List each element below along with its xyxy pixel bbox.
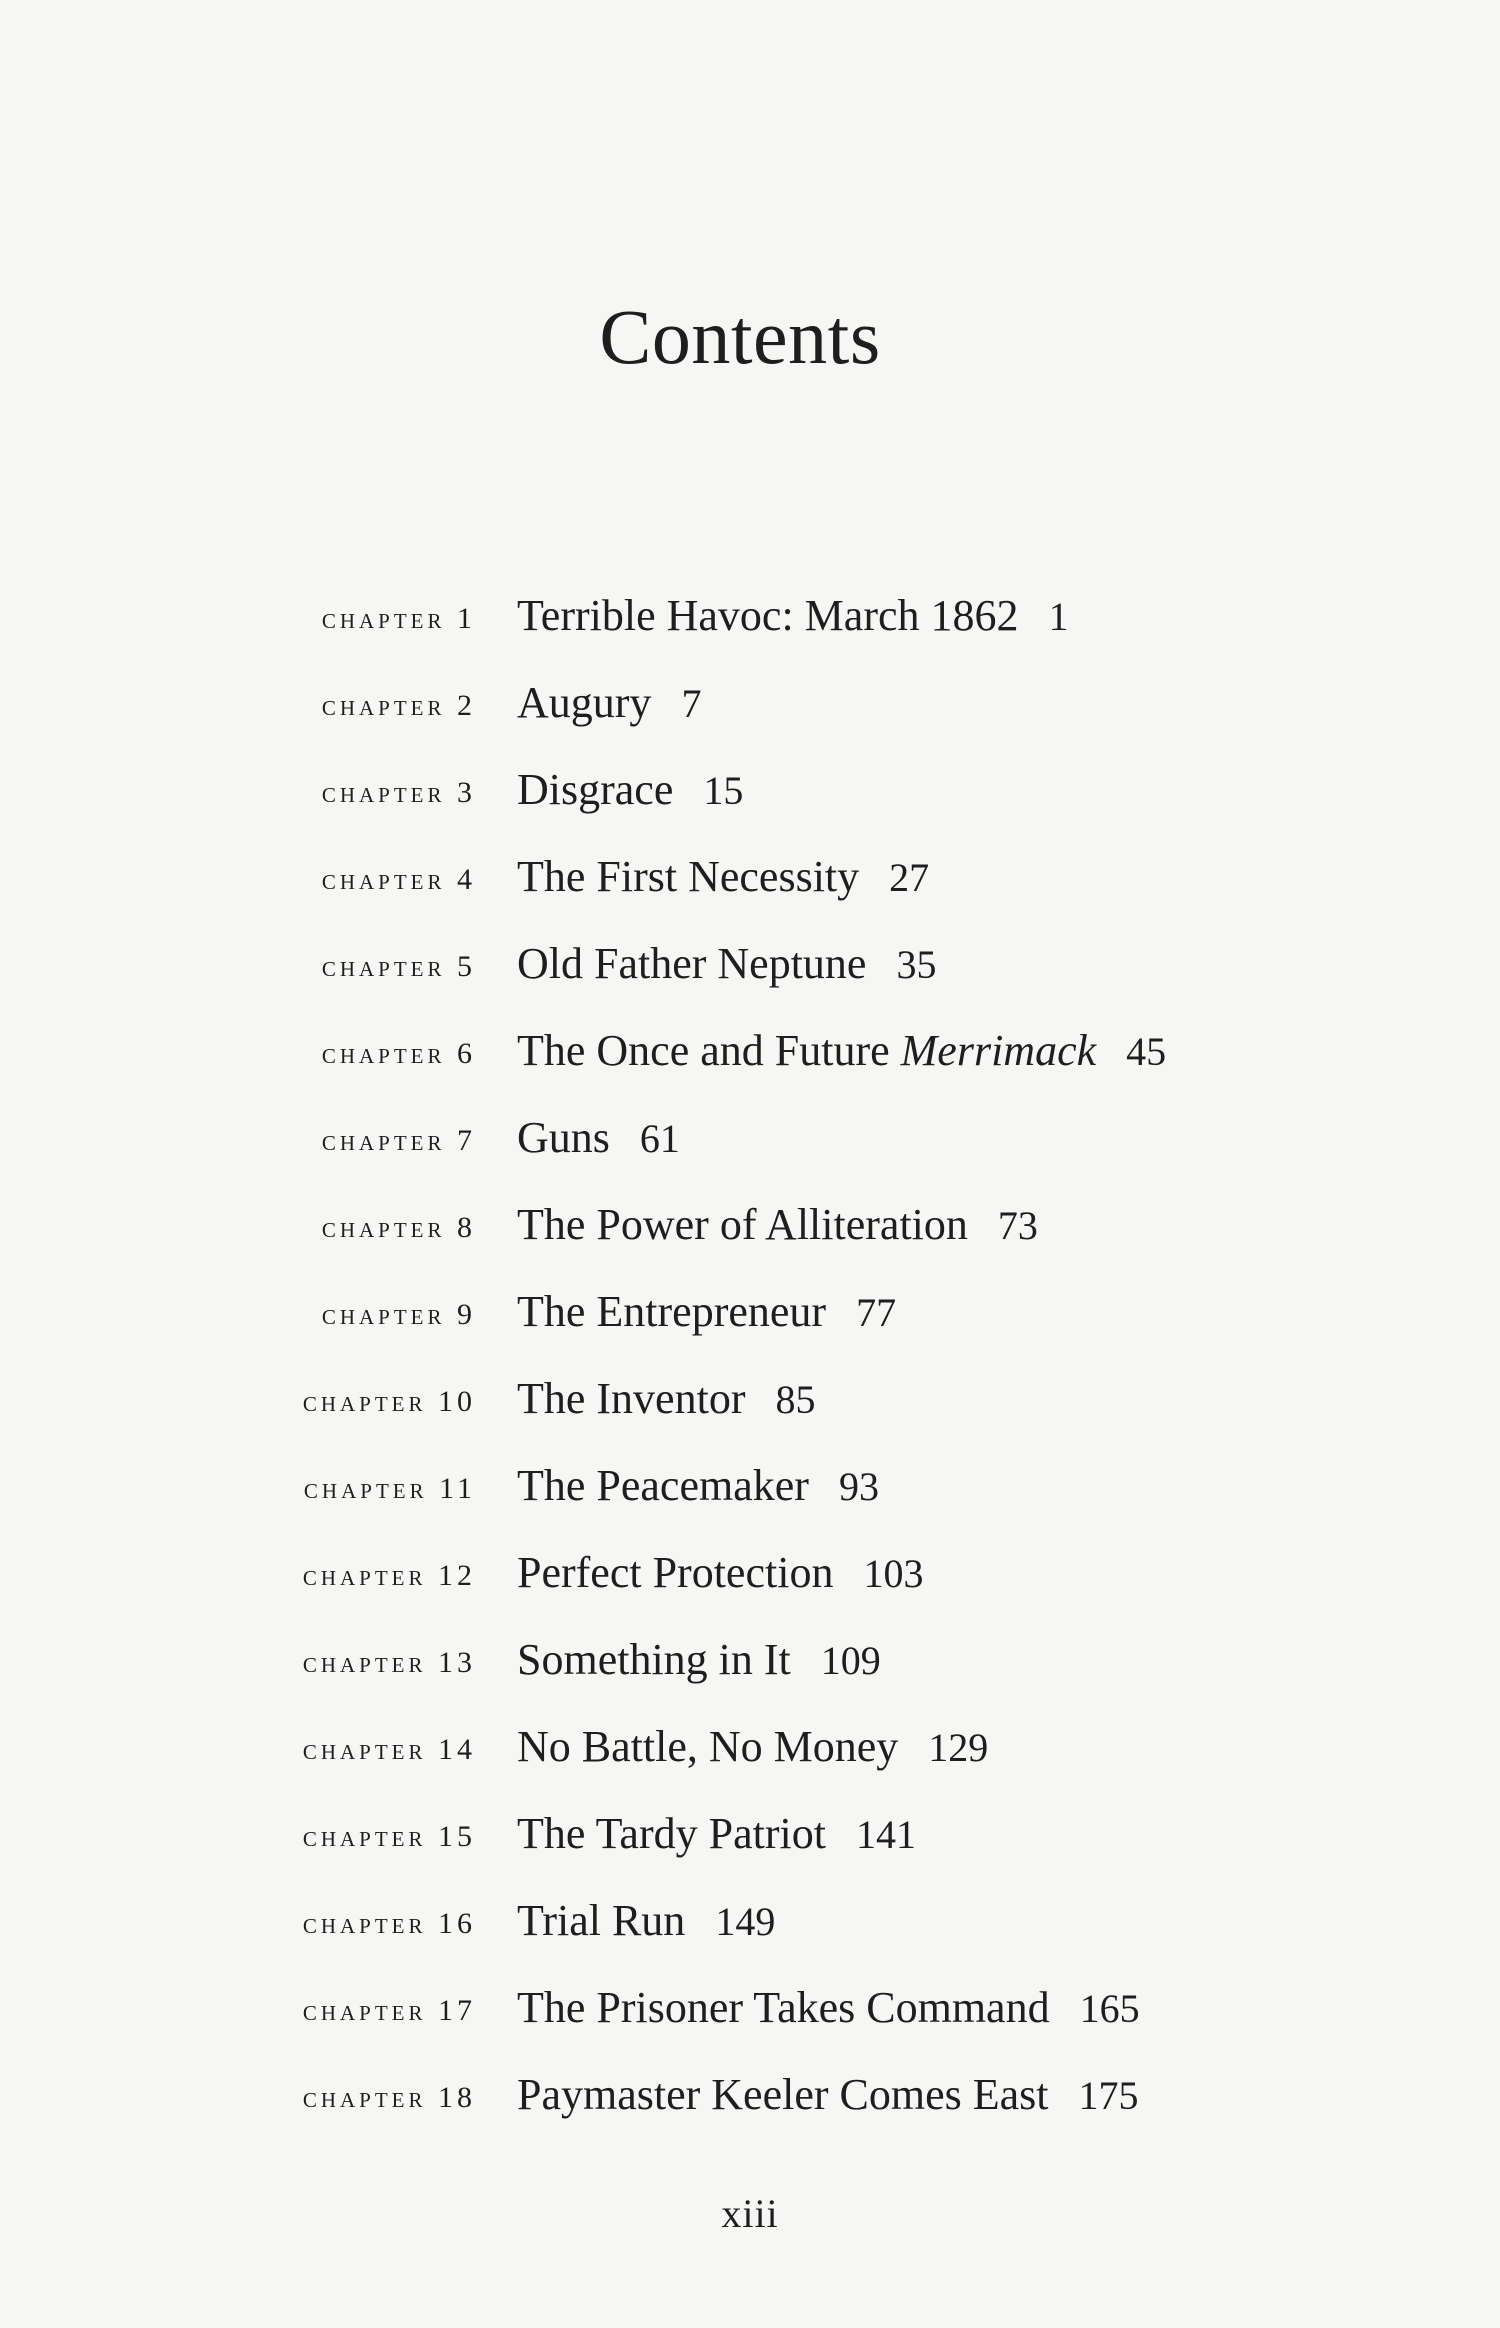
chapter-entry [517, 764, 743, 815]
chapter-title: The Prisoner Takes Command [517, 1983, 1050, 2032]
chapter-title: Trial Run [517, 1896, 686, 1945]
chapter-page-number: 45 [1126, 1029, 1167, 1074]
toc-entry [0, 1974, 1500, 2061]
chapter-title: Perfect Protection [517, 1548, 834, 1597]
toc-entry [0, 2061, 1500, 2148]
chapter-page-number: 141 [855, 1812, 916, 1857]
chapter-title: Something in It [517, 1635, 791, 1684]
chapter-page-number: 73 [997, 1203, 1038, 1248]
chapter-title: The Peacemaker [517, 1461, 809, 1510]
chapter-label: chapter 6 [321, 1037, 476, 1070]
page-number: xiii [721, 2191, 779, 2236]
toc-entry [0, 1191, 1500, 1278]
chapter-title: Old Father Neptune [517, 939, 867, 988]
chapter-page-number: 93 [838, 1464, 879, 1509]
chapter-page-number: 1 [1048, 594, 1069, 639]
toc-entry [0, 1452, 1500, 1539]
chapter-page-number: 61 [639, 1116, 680, 1161]
chapter-entry [517, 1634, 881, 1685]
toc-entry [0, 1626, 1500, 1713]
chapter-page-number: 129 [928, 1725, 989, 1770]
chapter-title [517, 1026, 1096, 1075]
chapter-title: The Entrepreneur [517, 1287, 827, 1336]
chapter-label: chapter 7 [321, 1124, 476, 1157]
toc-entry [0, 1278, 1500, 1365]
toc-entry [0, 1365, 1500, 1452]
chapter-entry [517, 2069, 1139, 2120]
toc-entry [0, 843, 1500, 930]
chapter-title: Guns [517, 1113, 610, 1162]
chapter-page-number: 35 [896, 942, 937, 987]
chapter-entry [517, 1547, 923, 1598]
toc-entry [0, 930, 1500, 1017]
chapter-entry [517, 677, 701, 728]
chapter-label: chapter 12 [302, 1559, 476, 1592]
chapter-entry [517, 1112, 680, 1163]
chapter-label: chapter 8 [321, 1211, 476, 1244]
chapter-entry [517, 1982, 1140, 2033]
chapter-page-number: 77 [856, 1290, 897, 1335]
chapter-entry [517, 1721, 988, 1772]
toc-entry [0, 1104, 1500, 1191]
chapter-label: chapter 10 [302, 1385, 476, 1418]
chapter-label: chapter 5 [321, 950, 476, 983]
chapter-label: chapter 1 [321, 602, 476, 635]
page-title: Contents [599, 293, 881, 380]
chapter-page-number: 15 [703, 768, 744, 813]
chapter-label: chapter 3 [321, 776, 476, 809]
chapter-page-number: 149 [715, 1899, 776, 1944]
chapter-title: Disgrace [517, 765, 674, 814]
toc-entry [0, 669, 1500, 756]
chapter-entry [517, 1808, 916, 1859]
chapter-title: Terrible Havoc: March 1862 [517, 591, 1019, 640]
toc-entry [0, 1539, 1500, 1626]
toc-entry [0, 1887, 1500, 1974]
chapter-title: The Inventor [517, 1374, 746, 1423]
toc-entry [0, 582, 1500, 669]
chapter-title: Paymaster Keeler Comes East [517, 2070, 1049, 2119]
chapter-entry [517, 851, 929, 902]
chapter-page-number: 165 [1079, 1986, 1140, 2031]
chapter-label: chapter 2 [321, 689, 476, 722]
chapter-page-number: 175 [1078, 2073, 1139, 2118]
chapter-page-number: 7 [681, 681, 702, 726]
toc-entry [0, 1713, 1500, 1800]
chapter-entry [517, 1286, 896, 1337]
chapter-entry [517, 1895, 775, 1946]
chapter-label: chapter 16 [302, 1907, 476, 1940]
toc-entry [0, 1017, 1500, 1104]
chapter-page-number: 103 [863, 1551, 924, 1596]
chapter-title: The Tardy Patriot [517, 1809, 826, 1858]
toc-entry [0, 1800, 1500, 1887]
chapter-label: chapter 11 [303, 1472, 476, 1505]
chapter-label: chapter 15 [302, 1820, 476, 1853]
chapter-title: No Battle, No Money [517, 1722, 899, 1771]
chapter-page-number: 109 [820, 1638, 881, 1683]
chapter-label: chapter 17 [302, 1994, 476, 2027]
toc-entry [0, 756, 1500, 843]
chapter-entry [517, 938, 936, 989]
chapter-entry [517, 1199, 1038, 1250]
chapter-entry [517, 1460, 879, 1511]
chapter-label: chapter 9 [321, 1298, 476, 1331]
chapter-title: The First Necessity [517, 852, 860, 901]
chapter-page-number: 85 [775, 1377, 816, 1422]
chapter-entry [517, 590, 1069, 641]
chapter-page-number: 27 [889, 855, 930, 900]
chapter-title: The Power of Alliteration [517, 1200, 968, 1249]
chapter-title-text: The Once and Future [517, 1026, 901, 1075]
chapter-title: Augury [517, 678, 652, 727]
chapter-label: chapter 14 [302, 1733, 476, 1766]
chapter-label: chapter 4 [321, 863, 476, 896]
chapter-title-ship-name: Merrimack [900, 1026, 1097, 1075]
chapter-entry [517, 1373, 815, 1424]
chapter-entry [517, 1025, 1166, 1076]
chapter-label: chapter 18 [302, 2081, 476, 2114]
chapter-label: chapter 13 [302, 1646, 476, 1679]
